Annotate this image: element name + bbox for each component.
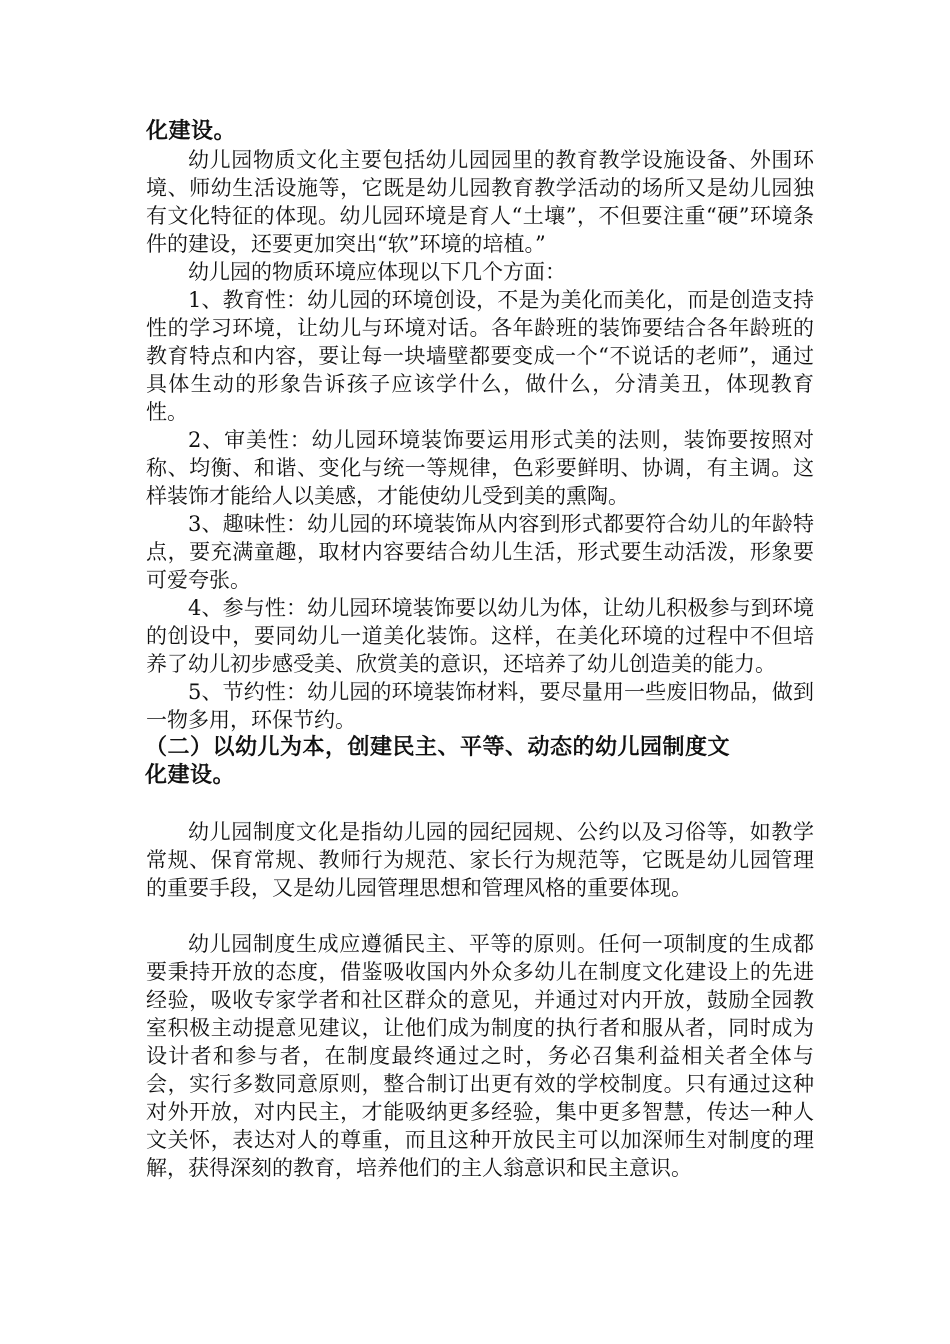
paragraph-interesting: 3、趣味性：幼儿园的环境装饰从内容到形式都要符合幼儿的年龄特点，要充满童趣，取材内容要结合幼儿生活，形式要生动活泼，形象要可爱夸张。 <box>146 512 814 592</box>
paragraph-environment-aspects: 幼儿园的物质环境应体现以下几个方面： <box>188 260 566 284</box>
section-heading-continuation: 化建设。 <box>146 119 237 144</box>
paragraph-system-culture: 幼儿园制度文化是指幼儿园的园纪园规、公约以及习俗等，如教学常规、保育常规、教师行为规范、家长行为规范等，它既是幼儿园管理的重要手段，又是幼儿园管理思想和管理风格的重要体现。 <box>146 820 814 900</box>
paragraph-economy: 5、节约性：幼儿园的环境装饰材料，要尽量用一些废旧物品，做到一物多用，环保节约。 <box>146 680 814 732</box>
section-heading-2-line1: （二）以幼儿为本，创建民主、平等、动态的幼儿园制度文 <box>145 735 731 760</box>
document-page <box>146 118 814 1182</box>
paragraph-democratic-principle: 幼儿园制度生成应遵循民主、平等的原则。任何一项制度的生成都要秉持开放的态度，借鉴吸收国内外众多幼儿在制度文化建设上的先进经验，吸收专家学者和社区群众的意见，并通过对内开放，鼓励全园教室积极主动提意见建议，让他们成为制度的执行者和服从者，同时成为设计者和参与者，在制度最终通过之时，务必召集利益相关者全体与会，实行多数同意原则，整合制订出更有效的学校制度。只有通过这种对外开放，对内民主，才能吸纳更多经验，集中更多智慧，传达一种人文关怀，表达对人的尊重，而且这种开放民主可以加深师生对制度的理解，获得深刻的教育，培养他们的主人翁意识和民主意识。 <box>146 932 814 1180</box>
spacer <box>146 790 814 818</box>
spacer <box>146 902 814 930</box>
paragraph-participation: 4、参与性：幼儿园环境装饰要以幼儿为体，让幼儿积极参与到环境的创设中，要同幼儿一道美化装饰。这样，在美化环境的过程中不但培养了幼儿初步感受美、欣赏美的意识，还培养了幼儿创造美的能力。 <box>146 596 814 676</box>
paragraph-aesthetic: 2、审美性：幼儿园环境装饰要运用形式美的法则，装饰要按照对称、均衡、和谐、变化与统一等规律，色彩要鲜明、协调，有主调。这样装饰才能给人以美感，才能使幼儿受到美的熏陶。 <box>146 428 814 508</box>
paragraph-material-culture: 幼儿园物质文化主要包括幼儿园园里的教育教学设施设备、外围环境、师幼生活设施等，它既是幼儿园教育教学活动的场所又是幼儿园独有文化特征的体现。幼儿园环境是育人“土壤”，不但要注重“硬”环境条件的建设，还要更加突出“软”环境的培植。” <box>146 148 814 256</box>
section-heading-2-line2: 化建设。 <box>145 763 236 788</box>
paragraph-educational: 1、教育性：幼儿园的环境创设，不是为美化而美化，而是创造支持性的学习环境，让幼儿与环境对话。各年龄班的装饰要结合各年龄班的教育特点和内容，要让每一块墙壁都要变成一个“不说话的老师”，通过具体生动的形象告诉孩子应该学什么，做什么，分清美丑，体现教育性。 <box>146 288 814 424</box>
section-heading-2 <box>145 734 814 790</box>
